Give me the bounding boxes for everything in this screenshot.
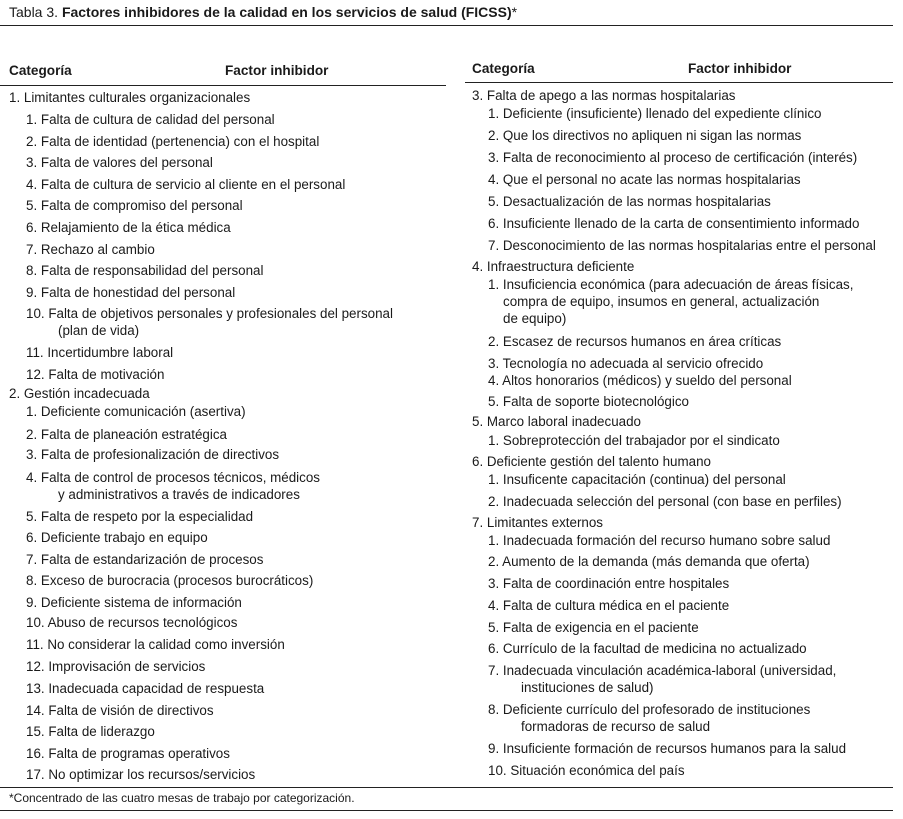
list-item — [26, 176, 345, 193]
footnote: *Concentrado de las cuatro mesas de trabajo por categorización. — [9, 791, 355, 805]
list-item — [26, 614, 237, 631]
list-item-text: 5. Falta de exigencia en el paciente — [488, 620, 699, 635]
right-category-heading: 7. Limitantes externos — [472, 515, 603, 530]
list-item-text: 9. Insuficiente formación de recursos humanos para la salud — [488, 741, 847, 756]
list-item-text: 7. Desconocimiento de las normas hospitalarias entre el personal — [488, 238, 876, 253]
list-item-text: 4. Falta de control de procesos técnicos, médicos — [26, 470, 320, 485]
list-item — [488, 105, 821, 122]
list-item-text: 3. Falta de reconocimiento al proceso de certificación (interés) — [488, 150, 858, 165]
list-item — [26, 469, 320, 503]
list-item-text: 7. Falta de estandarización de procesos — [26, 552, 264, 567]
list-item-text: 3. Falta de profesionalización de directivos — [26, 447, 280, 462]
list-item — [488, 575, 729, 592]
list-item — [26, 284, 235, 301]
list-item — [488, 532, 830, 549]
list-item-text: 1. Insuficiencia económica (para adecuación de áreas físicas, — [488, 277, 854, 292]
list-item — [488, 149, 857, 166]
list-item-text: 2. Falta de planeación estratégica — [26, 427, 227, 442]
list-item — [26, 344, 173, 361]
list-item-text: 11. Incertidumbre laboral — [26, 345, 174, 360]
list-item-text: 9. Falta de honestidad del personal — [26, 285, 236, 300]
list-item — [26, 403, 246, 420]
list-item — [488, 372, 792, 389]
list-item — [488, 640, 807, 657]
list-item-text: 6. Relajamiento de la ética médica — [26, 220, 231, 235]
left-category-header: Categoría — [9, 63, 72, 78]
footnote-rule-bottom — [0, 810, 893, 811]
list-item-text: 2. Escasez de recursos humanos en área críticas — [488, 334, 782, 349]
list-item — [488, 597, 729, 614]
list-item-text: 4. Falta de cultura médica en el paciente — [488, 598, 730, 613]
list-item — [26, 658, 205, 675]
list-item-text: 6. Deficiente trabajo en equipo — [26, 530, 208, 545]
list-item-text: 6. Currículo de la facultad de medicina no actualizado — [488, 641, 807, 656]
list-item-text: 8. Exceso de burocracia (procesos burocráticos) — [26, 573, 314, 588]
list-item — [26, 366, 164, 383]
list-item-text: 8. Falta de responsabilidad del personal — [26, 263, 264, 278]
list-item-text: 5. Falta de compromiso del personal — [26, 198, 243, 213]
list-item — [26, 305, 393, 339]
list-item — [488, 740, 846, 757]
list-item-continuation: de equipo) — [503, 311, 567, 326]
list-item — [488, 471, 786, 488]
list-item — [488, 215, 859, 232]
list-item-continuation: compra de equipo, insumos en general, actualización — [503, 294, 820, 309]
list-item — [26, 636, 285, 653]
list-item-text: 5. Desactualización de las normas hospitalarias — [488, 194, 771, 209]
list-item-continuation: y administrativos a través de indicadores — [58, 487, 300, 502]
caption-rule — [0, 25, 893, 26]
list-item — [26, 154, 213, 171]
right-category-heading: 6. Deficiente gestión del talento humano — [472, 454, 711, 469]
list-item — [26, 745, 230, 762]
right-category-heading: 5. Marco laboral inadecuado — [472, 414, 641, 429]
list-item — [488, 333, 781, 350]
left-header-rule — [0, 85, 446, 86]
list-item — [26, 508, 253, 525]
list-item-text: 11. No considerar la calidad como inversión — [26, 637, 285, 652]
list-item — [26, 197, 243, 214]
right-header-rule — [465, 82, 893, 83]
footnote-rule-top — [0, 787, 893, 788]
list-item-text: 2. Inadecuada selección del personal (con base en perfiles) — [488, 494, 842, 509]
list-item-text: 17. No optimizar los recursos/servicios — [26, 767, 256, 782]
list-item — [488, 553, 810, 570]
list-item-text: 9. Deficiente sistema de información — [26, 595, 242, 610]
list-item-text: 10. Falta de objetivos personales y profesionales del personal — [26, 306, 393, 321]
list-item-text: 12. Improvisación de servicios — [26, 659, 206, 674]
list-item — [26, 529, 208, 546]
list-item — [488, 701, 810, 735]
list-item-text: 3. Falta de valores del personal — [26, 155, 213, 170]
right-factor-header: Factor inhibidor — [688, 61, 792, 76]
list-item-text: 14. Falta de visión de directivos — [26, 703, 214, 718]
right-category-heading: 4. Infraestructura deficiente — [472, 259, 635, 274]
caption-prefix: Tabla 3. — [9, 4, 62, 20]
list-item-text: 16. Falta de programas operativos — [26, 746, 230, 761]
list-item — [488, 276, 853, 327]
list-item — [26, 262, 263, 279]
list-item — [26, 594, 242, 611]
list-item-text: 4. Que el personal no acate las normas hospitalarias — [488, 172, 801, 187]
list-item — [488, 193, 771, 210]
left-category-heading: 2. Gestión incadecuada — [9, 386, 150, 401]
list-item — [488, 762, 685, 779]
right-category-header: Categoría — [472, 61, 535, 76]
list-item-text: 13. Inadecuada capacidad de respuesta — [26, 681, 265, 696]
list-item-text: 1. Insuficente capacitación (continua) del personal — [488, 472, 786, 487]
list-item — [26, 766, 255, 783]
list-item — [488, 619, 699, 636]
caption-suffix: * — [511, 4, 518, 20]
list-item-text: 10. Abuso de recursos tecnológicos — [26, 615, 238, 630]
list-item-text: 2. Falta de identidad (pertenencia) con el hospital — [26, 134, 320, 149]
list-item-text: 2. Aumento de la demanda (más demanda que oferta) — [488, 554, 810, 569]
list-item-text: 5. Falta de soporte biotecnológico — [488, 394, 689, 409]
caption-title: Factores inhibidores de la calidad en los servicios de salud (FICSS) — [61, 4, 512, 20]
list-item-text: 7. Rechazo al cambio — [26, 242, 155, 257]
list-item — [26, 702, 214, 719]
list-item — [488, 127, 801, 144]
list-item-text: 1. Inadecuada formación del recurso humano sobre salud — [488, 533, 831, 548]
list-item — [26, 551, 263, 568]
list-item — [488, 493, 842, 510]
list-item-text: 10. Situación económica del país — [488, 763, 685, 778]
list-item — [26, 219, 231, 236]
list-item — [488, 355, 763, 372]
list-item-text: 5. Falta de respeto por la especialidad — [26, 509, 254, 524]
list-item-text: 15. Falta de liderazgo — [26, 724, 155, 739]
list-item — [488, 237, 876, 254]
list-item-text: 12. Falta de motivación — [26, 367, 165, 382]
list-item-text: 1. Sobreprotección del trabajador por el sindicato — [488, 433, 780, 448]
list-item — [488, 171, 801, 188]
list-item — [26, 426, 227, 443]
list-item — [488, 432, 780, 449]
list-item-text: 3. Tecnología no adecuada al servicio ofrecido — [488, 356, 764, 371]
list-item — [26, 723, 155, 740]
list-item — [488, 662, 836, 696]
list-item-text: 7. Inadecuada vinculación académica-laboral (universidad, — [488, 663, 837, 678]
table-caption — [9, 4, 517, 20]
list-item-continuation: formadoras de recurso de salud — [521, 719, 711, 734]
right-category-heading: 3. Falta de apego a las normas hospitalarias — [472, 88, 736, 103]
list-item-continuation: (plan de vida) — [58, 323, 140, 338]
list-item-text: 2. Que los directivos no apliquen ni sigan las normas — [488, 128, 802, 143]
list-item-continuation: instituciones de salud) — [521, 680, 654, 695]
list-item-text: 4. Altos honorarios (médicos) y sueldo del personal — [488, 373, 792, 388]
list-item-text: 8. Deficiente currículo del profesorado de instituciones — [488, 702, 811, 717]
list-item — [26, 446, 279, 463]
list-item-text: 4. Falta de cultura de servicio al cliente en el personal — [26, 177, 346, 192]
left-category-heading: 1. Limitantes culturales organizacionales — [9, 90, 251, 105]
list-item — [26, 680, 264, 697]
list-item-text: 1. Deficiente (insuficiente) llenado del expediente clínico — [488, 106, 822, 121]
list-item — [26, 111, 275, 128]
list-item — [26, 133, 319, 150]
left-factor-header: Factor inhibidor — [225, 63, 329, 78]
list-item-text: 1. Falta de cultura de calidad del personal — [26, 112, 275, 127]
list-item-text: 3. Falta de coordinación entre hospitales — [488, 576, 730, 591]
list-item — [488, 393, 689, 410]
list-item-text: 1. Deficiente comunicación (asertiva) — [26, 404, 246, 419]
list-item — [26, 572, 313, 589]
list-item — [26, 241, 155, 258]
list-item-text: 6. Insuficiente llenado de la carta de consentimiento informado — [488, 216, 860, 231]
